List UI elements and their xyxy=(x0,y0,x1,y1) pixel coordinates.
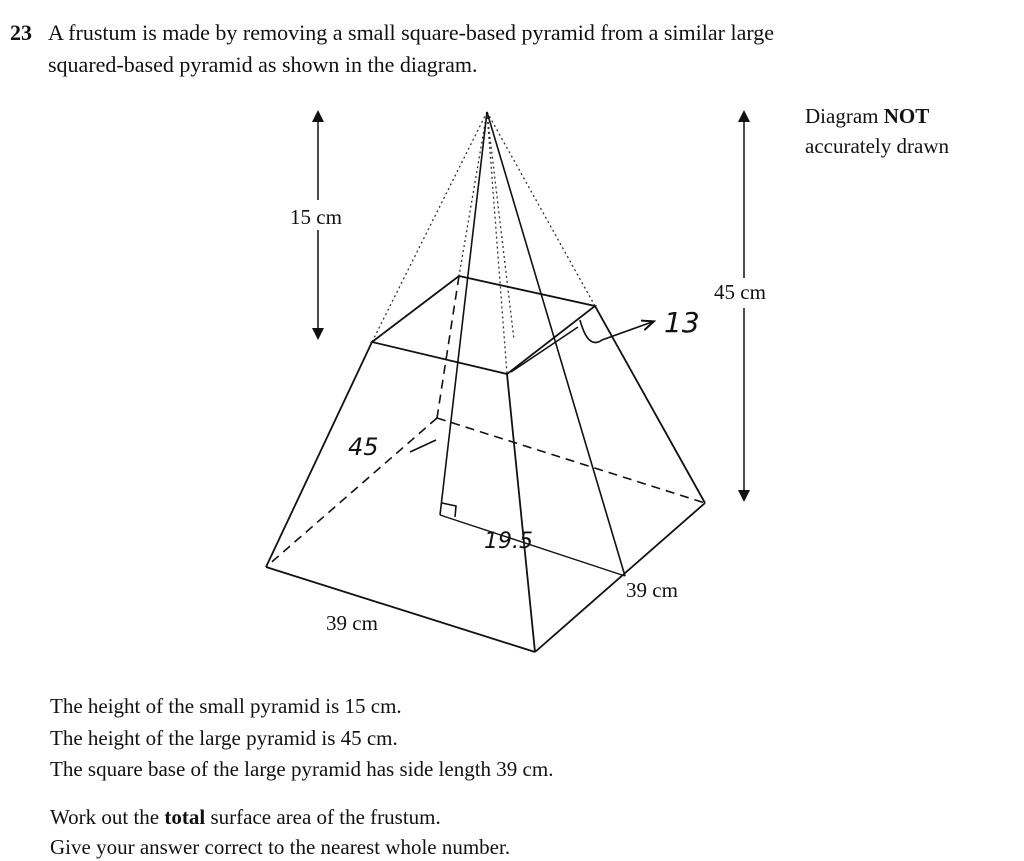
dotted-edge-right xyxy=(487,112,595,306)
hand-label-13: 13 xyxy=(664,306,700,339)
dotted-edge-back-left xyxy=(459,112,487,276)
task-line-2: Give your answer correct to the nearest whole number. xyxy=(50,835,511,859)
hand-arrow-to-13 xyxy=(580,320,652,343)
hand-label-45: 45 xyxy=(348,433,379,461)
apex-slant-line xyxy=(487,112,625,576)
small-height-label: 15 cm xyxy=(290,205,342,229)
large-height-label: 45 cm xyxy=(714,280,766,304)
handwritten-annotations xyxy=(410,320,652,452)
dotted-edge-left xyxy=(372,112,487,342)
dotted-center-line xyxy=(487,112,514,340)
right-angle-mark xyxy=(442,503,456,517)
task-line-1 xyxy=(50,805,441,830)
edge-front xyxy=(507,374,535,652)
apex-height-line xyxy=(440,112,487,515)
hidden-base-edges xyxy=(266,276,705,567)
task-suffix: surface area of the frustum. xyxy=(205,805,441,829)
hand-label-19-5: 19.5 xyxy=(484,529,533,554)
dotted-edge-front xyxy=(487,112,507,374)
base-edge-front-left xyxy=(266,567,535,652)
info-large-height: The height of the large pyramid is 45 cm. xyxy=(50,726,398,750)
task-total: total xyxy=(164,805,206,829)
base-right-label: 39 cm xyxy=(626,578,678,602)
question-text-line-2: squared-based pyramid as shown in the diagram. xyxy=(48,52,478,77)
question-number: 23 xyxy=(10,20,32,45)
top-face xyxy=(372,276,595,374)
hand-mark-45 xyxy=(410,440,436,452)
diagram-note-not: NOT xyxy=(883,104,930,128)
question-text-line-1: A frustum is made by removing a small square-based pyramid from a similar large xyxy=(48,20,775,45)
info-small-height: The height of the small pyramid is 15 cm. xyxy=(50,694,402,718)
hand-slant-mark xyxy=(511,327,578,372)
base-edge-front-right xyxy=(535,503,705,652)
base-front-label: 39 cm xyxy=(326,611,378,635)
apex-dotted-lines xyxy=(372,112,595,374)
apex-solid-lines xyxy=(440,112,625,576)
diagram-note-prefix: Diagram xyxy=(805,104,884,128)
task-prefix: Work out the xyxy=(50,805,165,829)
hidden-edge-vertical xyxy=(437,276,459,418)
diagram-note-line-2: accurately drawn xyxy=(805,134,949,158)
info-base-side: The square base of the large pyramid has side length 39 cm. xyxy=(50,757,554,781)
